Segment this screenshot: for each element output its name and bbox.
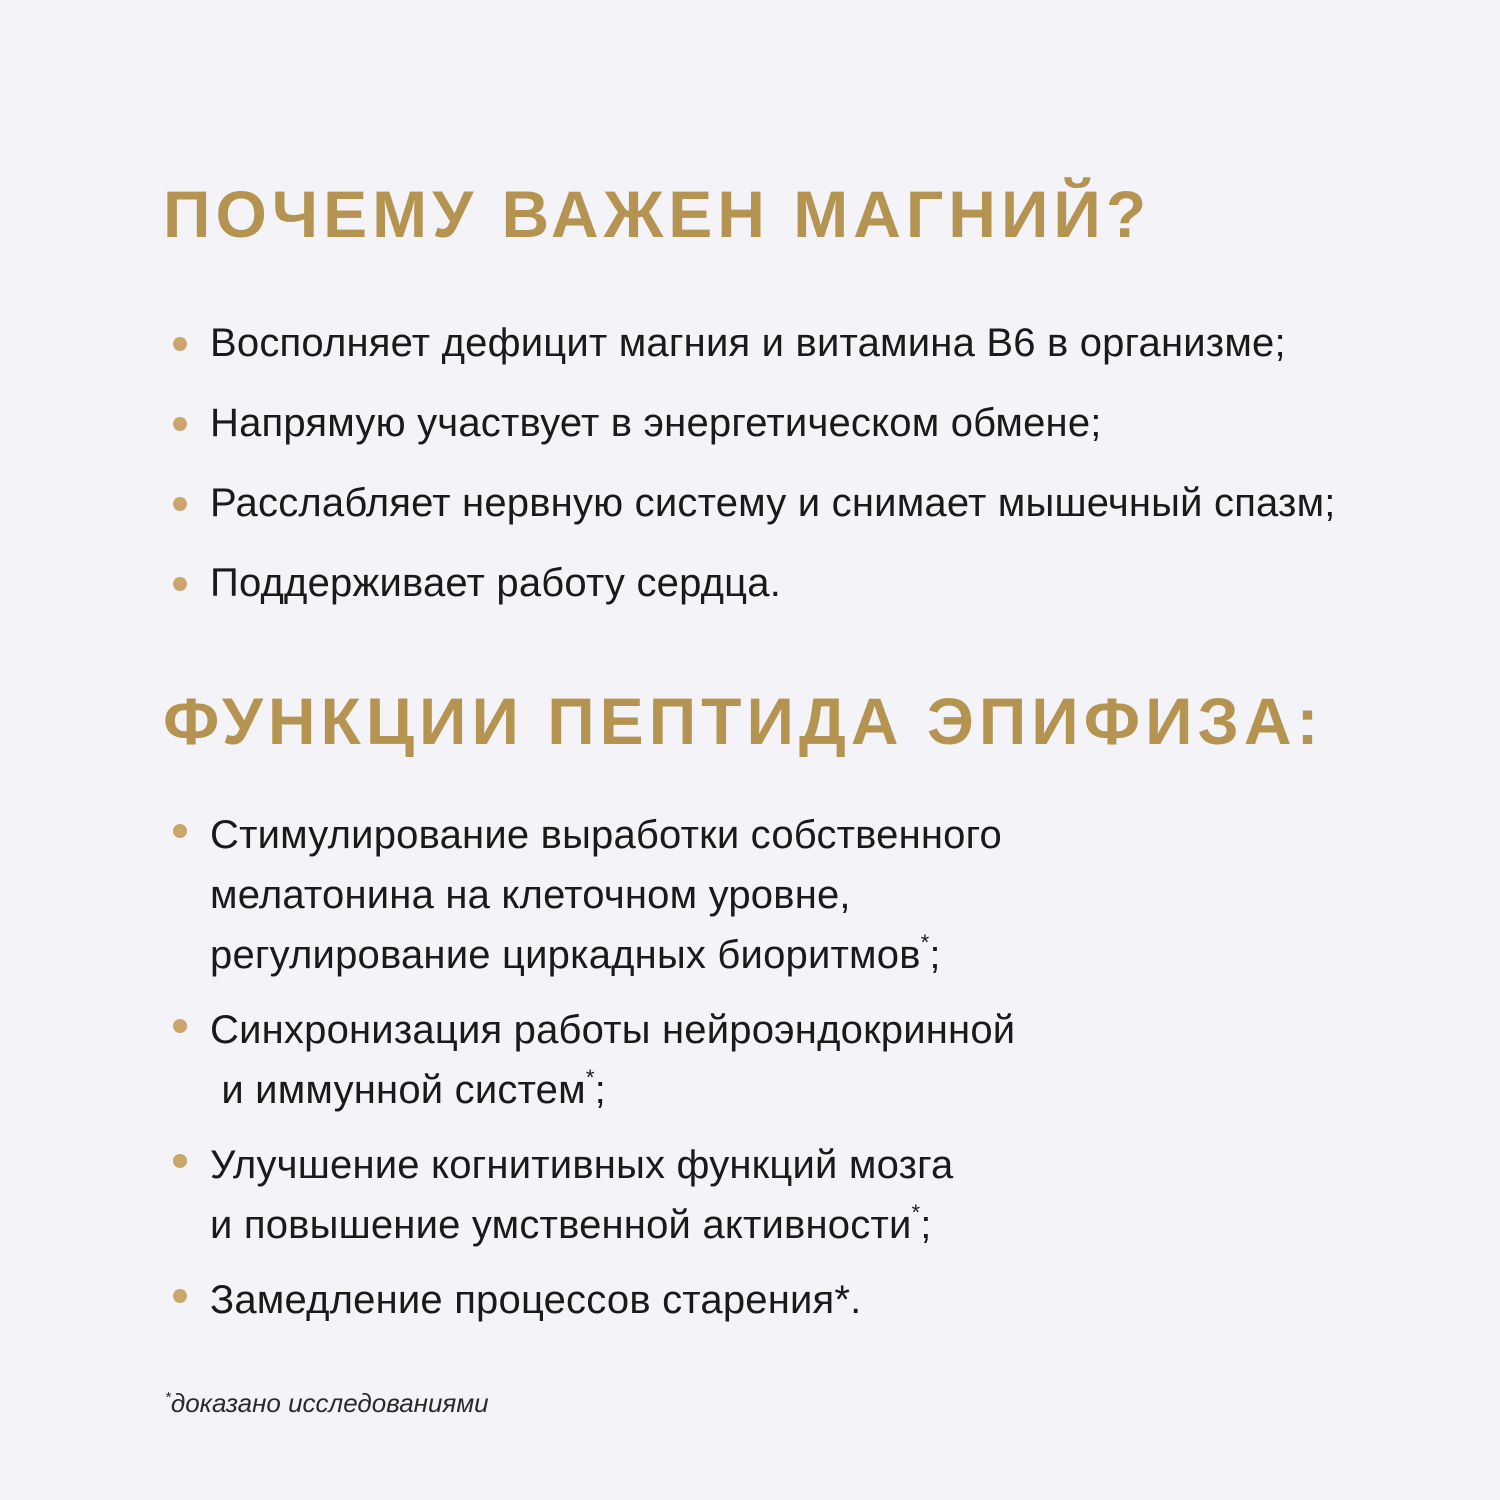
list-item-text: Напрямую участвует в энергетическом обмене; xyxy=(210,401,1102,445)
section-magnesium-title: ПОЧЕМУ ВАЖЕН МАГНИЙ? xyxy=(163,177,1152,251)
list-item-line: Замедление процессов старения*. xyxy=(210,1278,862,1322)
footnote-text: доказано исследованиями xyxy=(170,1388,489,1418)
list-item-line: Синхронизация работы нейроэндокринной xyxy=(210,1008,1016,1052)
list-item-suffix: ; xyxy=(929,933,941,977)
list-item-line-text: и иммунной систем xyxy=(210,1068,586,1112)
footnote-asterisk: * xyxy=(585,1065,595,1090)
list-item-text: Восполняет дефицит магния и витамина В6 в организме; xyxy=(210,321,1286,365)
bullet-icon xyxy=(173,1289,187,1303)
list-item-text: Расслабляет нервную систему и снимает мышечный спазм; xyxy=(210,481,1336,525)
list-item xyxy=(0,1135,1015,1255)
list-item-line: Стимулирование выработки собственного xyxy=(210,813,1002,857)
list-item-text xyxy=(0,1000,1015,1120)
list-item xyxy=(0,1270,1015,1330)
list-item-text xyxy=(0,1135,1015,1255)
bullet-icon xyxy=(173,497,187,511)
list-item-line xyxy=(210,1060,1015,1120)
footnote-asterisk: * xyxy=(911,1200,921,1225)
list-item-text: Поддерживает работу сердца. xyxy=(210,561,782,605)
peptide-functions-list xyxy=(0,810,1015,1350)
list-item-line xyxy=(210,1195,1015,1255)
bullet-icon xyxy=(173,417,187,431)
list-item-suffix: ; xyxy=(594,1068,606,1112)
list-item-line: Улучшение когнитивных функций мозга xyxy=(210,1143,954,1187)
bullet-icon xyxy=(173,824,187,838)
footnote-asterisk: * xyxy=(165,1389,171,1406)
list-item-line-text: регулирование циркадных биоритмов xyxy=(210,933,921,977)
list-item-line-text: и повышение умственной активности xyxy=(210,1203,912,1247)
bullet-icon xyxy=(173,577,187,591)
list-item-line: мелатонина на клеточном уровне, xyxy=(210,873,851,917)
bullet-icon xyxy=(173,337,187,351)
list-item-text xyxy=(0,1270,1015,1330)
bullet-icon xyxy=(173,1019,187,1033)
list-item-suffix: ; xyxy=(920,1203,932,1247)
list-item xyxy=(0,805,1015,985)
footnote xyxy=(165,1388,489,1419)
list-item-line xyxy=(210,925,1015,985)
list-item xyxy=(0,1000,1015,1120)
footnote-asterisk: * xyxy=(920,930,930,955)
section-peptide-title: ФУНКЦИИ ПЕПТИДА ЭПИФИЗА: xyxy=(163,684,1324,758)
list-item-text xyxy=(0,805,1015,985)
bullet-icon xyxy=(173,1154,187,1168)
